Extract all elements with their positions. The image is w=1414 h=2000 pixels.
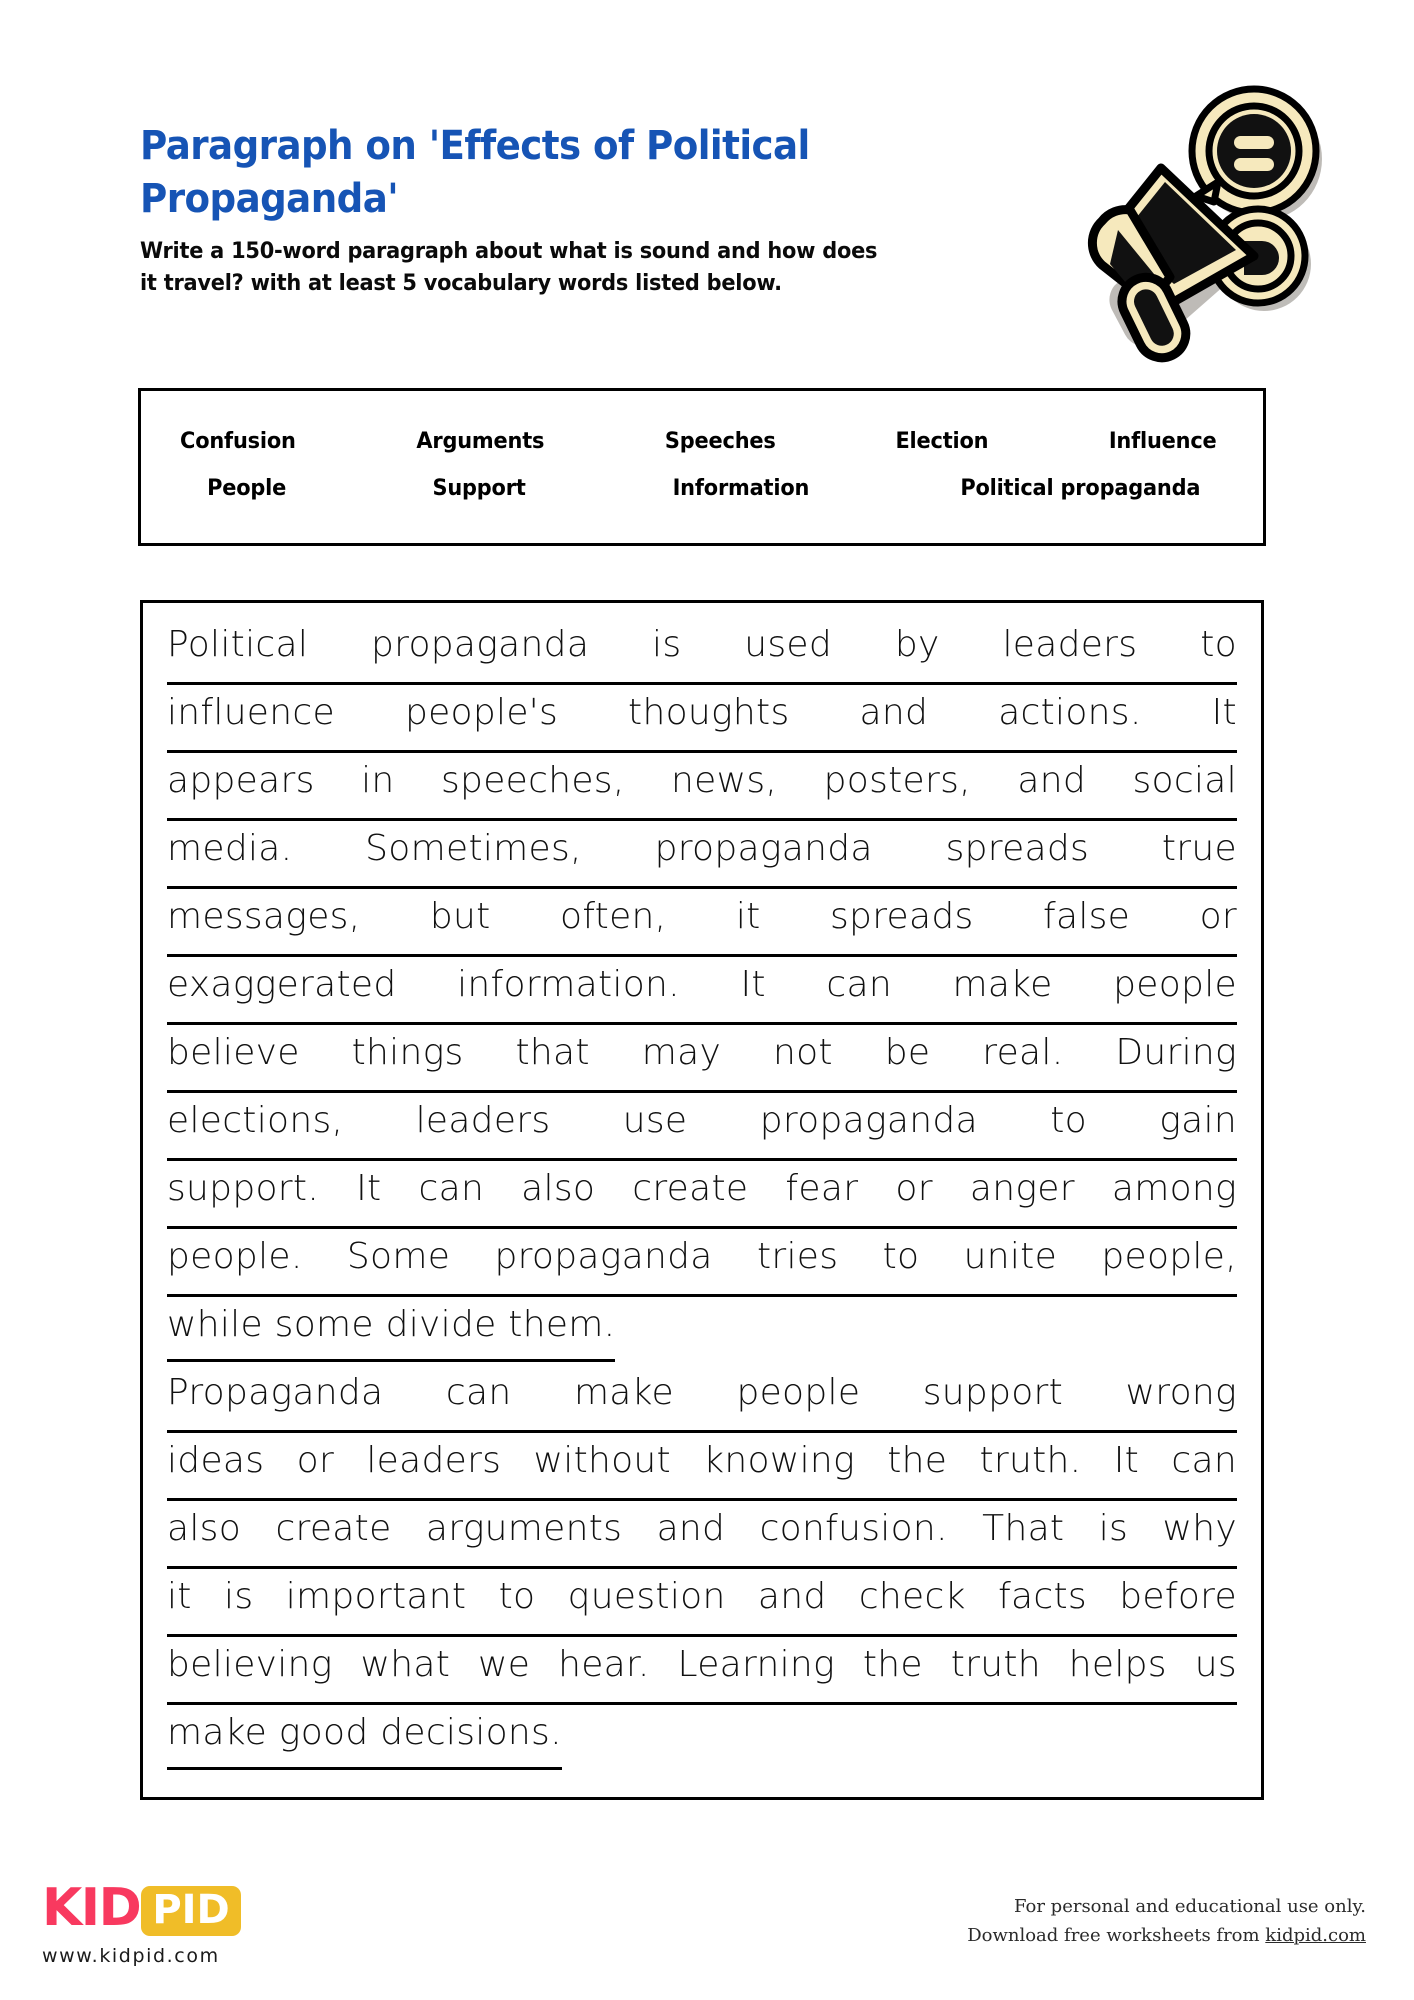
- answer-line: [167, 889, 1237, 957]
- answer-word: knowing: [703, 1440, 855, 1481]
- answer-word: and: [757, 1576, 827, 1617]
- instruction-text: Write a 150-word paragraph about what is sound and how does it travel? with at least 5 vocabulary words listed below.: [140, 238, 878, 297]
- page-title: Paragraph on 'Effects of Political Propaganda': [140, 123, 810, 222]
- vocab-word: Speeches: [665, 429, 776, 454]
- answer-word: by: [894, 624, 940, 665]
- kidpid-link[interactable]: kidpid.com: [1265, 1925, 1366, 1947]
- logo-kid-text: KID: [42, 1878, 141, 1938]
- answer-line: [167, 1093, 1237, 1161]
- answer-line-text: while some divide them.: [167, 1297, 615, 1362]
- answer-word: what: [360, 1644, 451, 1685]
- answer-word: not: [772, 1032, 833, 1073]
- answer-word: hear.: [558, 1644, 650, 1685]
- answer-word: truth: [950, 1644, 1041, 1685]
- answer-word: Learning: [677, 1644, 835, 1685]
- footer-note-prefix: Download free worksheets from: [967, 1925, 1266, 1947]
- answer-word: gain: [1159, 1100, 1237, 1141]
- vocab-word: Support: [432, 476, 526, 501]
- answer-word: the: [887, 1440, 948, 1481]
- answer-word: also: [167, 1508, 242, 1549]
- answer-word: and: [1017, 760, 1087, 801]
- answer-word: among: [1111, 1168, 1237, 1209]
- answer-word: social: [1132, 760, 1237, 801]
- answer-word: Sometimes,: [365, 828, 582, 869]
- answer-word: propaganda: [370, 624, 590, 665]
- answer-word: support: [922, 1372, 1064, 1413]
- answer-word: real.: [982, 1032, 1064, 1073]
- answer-word: helps: [1068, 1644, 1167, 1685]
- answer-word: messages,: [167, 896, 361, 937]
- answer-word: make: [573, 1372, 674, 1413]
- answer-word: leaders: [415, 1100, 551, 1141]
- answer-word: can: [418, 1168, 485, 1209]
- vocabulary-box: [138, 388, 1266, 546]
- answer-text: [167, 617, 1237, 1773]
- answer-word: false: [1042, 896, 1131, 937]
- footer-note: [967, 1892, 1366, 1950]
- megaphone-icon: [1058, 78, 1348, 368]
- answer-line: [167, 1025, 1237, 1093]
- answer-word: or: [1199, 896, 1237, 937]
- answer-word: why: [1162, 1508, 1237, 1549]
- answer-box[interactable]: [140, 600, 1264, 1800]
- answer-word: people: [1113, 964, 1237, 1005]
- answer-word: people: [736, 1372, 861, 1413]
- logo-pid-text: PID: [141, 1886, 240, 1936]
- answer-word: tries: [756, 1236, 839, 1277]
- answer-line: [167, 1501, 1237, 1569]
- vocab-word: Arguments: [416, 429, 545, 454]
- answer-line-text: make good decisions.: [167, 1705, 562, 1770]
- answer-word: media.: [167, 828, 293, 869]
- answer-word: be: [884, 1032, 931, 1073]
- answer-word: often,: [560, 896, 667, 937]
- answer-line: [167, 1637, 1237, 1705]
- answer-word: Propaganda: [167, 1372, 384, 1413]
- answer-word: wrong: [1125, 1372, 1237, 1413]
- answer-word: is: [1098, 1508, 1129, 1549]
- answer-line: [167, 1705, 1237, 1773]
- answer-word: elections,: [167, 1100, 344, 1141]
- vocab-word: Information: [672, 476, 810, 501]
- answer-word: ideas: [167, 1440, 265, 1481]
- answer-word: create: [275, 1508, 392, 1549]
- answer-word: use: [622, 1100, 688, 1141]
- answer-word: facts: [998, 1576, 1087, 1617]
- answer-line: [167, 821, 1237, 889]
- answer-word: believe: [167, 1032, 300, 1073]
- answer-word: is: [652, 624, 682, 665]
- answer-word: that: [515, 1032, 590, 1073]
- answer-word: used: [744, 624, 833, 665]
- answer-word: create: [632, 1168, 749, 1209]
- answer-word: spreads: [945, 828, 1090, 869]
- vocab-word: Election: [895, 429, 989, 454]
- vocab-word: Confusion: [180, 429, 296, 454]
- answer-word: It: [1113, 1440, 1140, 1481]
- vocab-word: Political propaganda: [960, 476, 1201, 501]
- answer-word: propaganda: [654, 828, 873, 869]
- answer-word: arguments: [425, 1508, 623, 1549]
- answer-word: spreads: [830, 896, 974, 937]
- answer-word: people.: [167, 1236, 303, 1277]
- answer-line: [167, 1229, 1237, 1297]
- logo-website: www.kidpid.com: [42, 1945, 220, 1967]
- answer-word: people's: [404, 692, 559, 733]
- answer-word: and: [859, 692, 929, 733]
- answer-line: [167, 685, 1237, 753]
- vocab-word: Influence: [1108, 429, 1217, 454]
- answer-word: to: [1200, 624, 1237, 665]
- answer-line: [167, 753, 1237, 821]
- answer-word: also: [521, 1168, 596, 1209]
- answer-word: During: [1115, 1032, 1237, 1073]
- answer-line: [167, 617, 1237, 685]
- answer-word: leaders: [1002, 624, 1138, 665]
- answer-word: make: [952, 964, 1053, 1005]
- answer-word: can: [1171, 1440, 1237, 1481]
- vocab-word: People: [207, 476, 287, 501]
- answer-word: true: [1161, 828, 1237, 869]
- answer-word: it: [735, 896, 761, 937]
- answer-word: it: [167, 1576, 192, 1617]
- answer-word: support.: [167, 1168, 320, 1209]
- answer-word: speeches,: [441, 760, 625, 801]
- answer-word: important: [285, 1576, 467, 1617]
- kidpid-logo[interactable]: [42, 1880, 241, 1967]
- answer-word: but: [429, 896, 491, 937]
- vocabulary-row-1: [167, 429, 1237, 454]
- answer-word: actions.: [998, 692, 1142, 733]
- answer-word: It: [740, 964, 766, 1005]
- answer-word: us: [1194, 1644, 1237, 1685]
- answer-word: influence: [167, 692, 335, 733]
- answer-word: to: [882, 1236, 920, 1277]
- answer-word: or: [296, 1440, 335, 1481]
- answer-word: people,: [1101, 1236, 1237, 1277]
- answer-word: anger: [969, 1168, 1075, 1209]
- answer-word: can: [445, 1372, 512, 1413]
- answer-word: information.: [457, 964, 680, 1005]
- answer-word: thoughts: [628, 692, 790, 733]
- answer-word: the: [862, 1644, 923, 1685]
- answer-word: That: [982, 1508, 1065, 1549]
- answer-word: is: [224, 1576, 254, 1617]
- answer-line: [167, 1365, 1237, 1433]
- answer-line: [167, 1569, 1237, 1637]
- footer-note-line-1: For personal and educational use only.: [1014, 1896, 1366, 1917]
- answer-word: truth.: [979, 1440, 1082, 1481]
- answer-line: [167, 1161, 1237, 1229]
- answer-word: confusion.: [759, 1508, 948, 1549]
- answer-word: propaganda: [759, 1100, 978, 1141]
- answer-word: believing: [167, 1644, 333, 1685]
- answer-word: without: [533, 1440, 671, 1481]
- answer-word: to: [498, 1576, 536, 1617]
- answer-word: Some: [346, 1236, 451, 1277]
- answer-word: posters,: [823, 760, 971, 801]
- answer-word: Political: [167, 624, 309, 665]
- answer-word: check: [858, 1576, 966, 1617]
- answer-word: It: [1211, 692, 1237, 733]
- page-footer: [0, 1858, 1414, 2000]
- answer-word: appears: [167, 760, 315, 801]
- answer-word: may: [641, 1032, 722, 1073]
- footer-note-line-2: [967, 1921, 1366, 1950]
- answer-word: fear: [785, 1168, 859, 1209]
- answer-word: in: [361, 760, 395, 801]
- answer-line: [167, 957, 1237, 1025]
- logo-mark: [42, 1880, 241, 1936]
- answer-line: [167, 1433, 1237, 1501]
- answer-word: or: [895, 1168, 933, 1209]
- answer-word: can: [826, 964, 892, 1005]
- answer-line: [167, 1297, 1237, 1365]
- answer-word: we: [478, 1644, 531, 1685]
- answer-word: question: [567, 1576, 726, 1617]
- vocabulary-row-2: [167, 476, 1237, 501]
- answer-word: unite: [963, 1236, 1058, 1277]
- worksheet-header: [140, 120, 1180, 301]
- answer-word: leaders: [366, 1440, 502, 1481]
- answer-word: It: [356, 1168, 382, 1209]
- answer-word: propaganda: [494, 1236, 713, 1277]
- answer-word: news,: [671, 760, 778, 801]
- answer-word: and: [656, 1508, 726, 1549]
- answer-word: to: [1050, 1100, 1087, 1141]
- answer-word: things: [351, 1032, 464, 1073]
- answer-word: exaggerated: [167, 964, 397, 1005]
- answer-word: before: [1119, 1576, 1237, 1617]
